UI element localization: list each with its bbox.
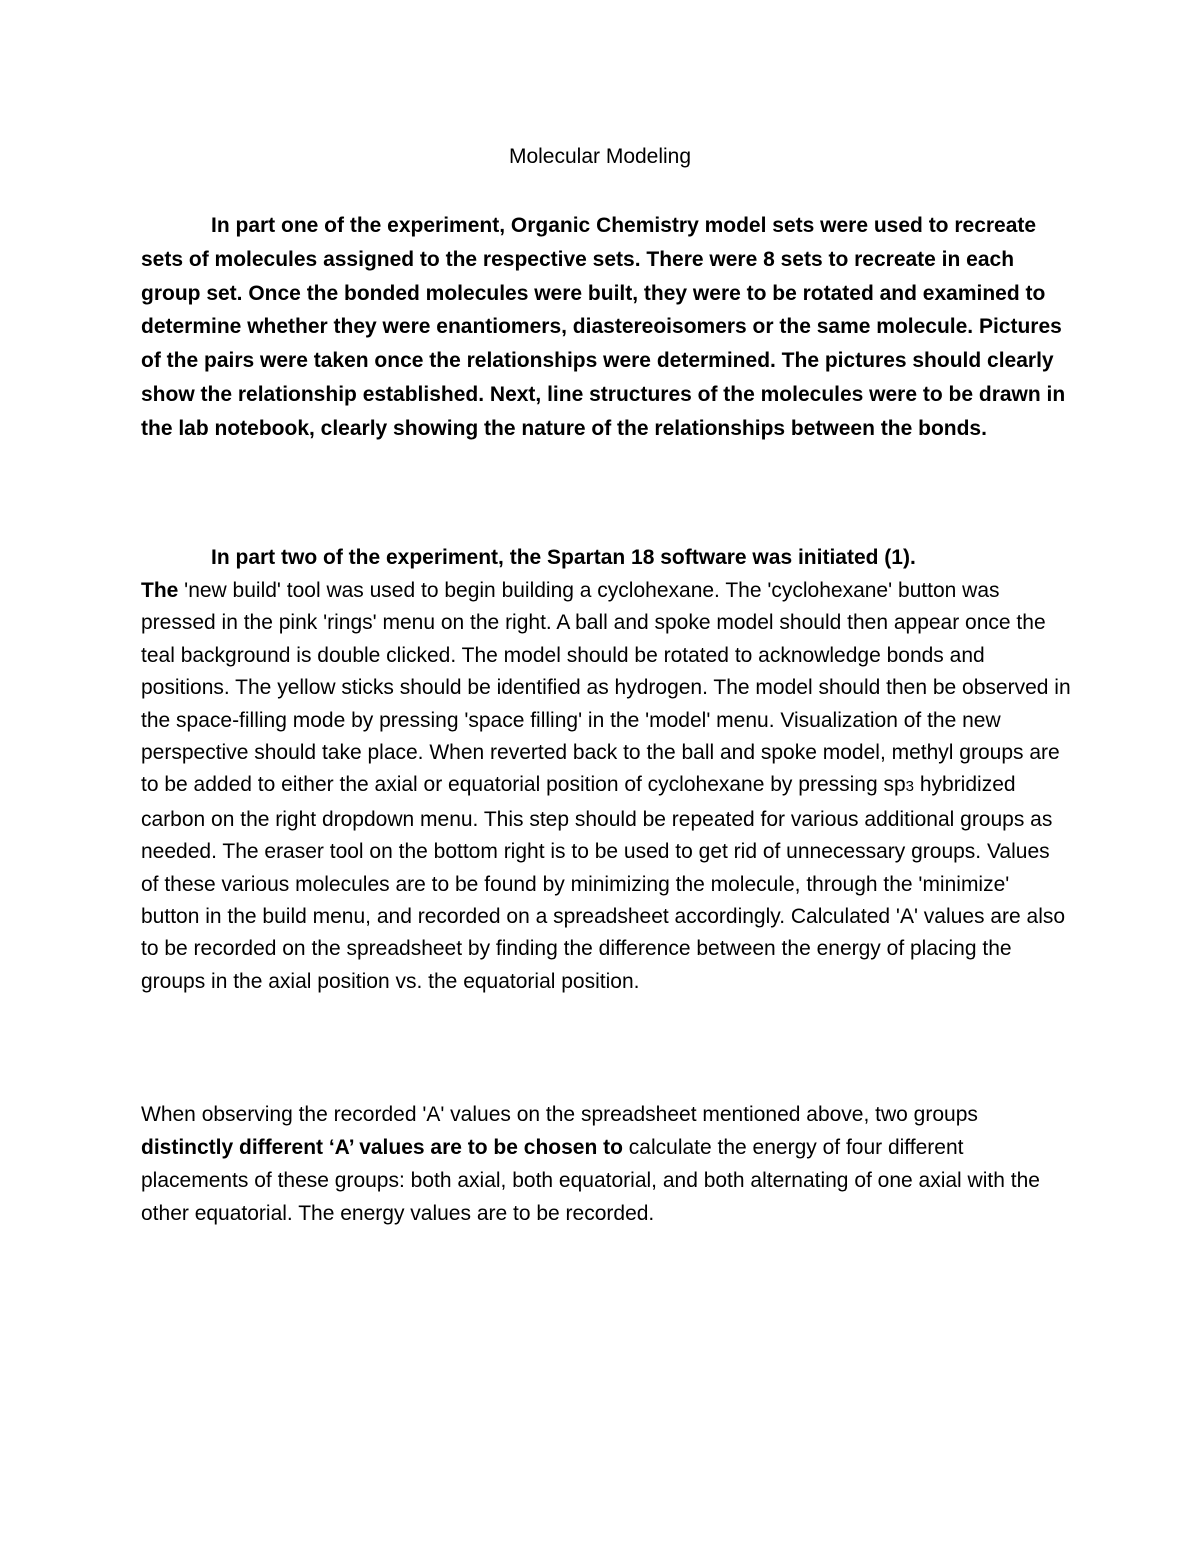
document-title: Molecular Modeling [508, 145, 692, 168]
sp3-subscript: 3 [905, 778, 914, 796]
paragraph-a-values-bold: distinctly different ‘A’ values are to be chosen to [141, 1136, 623, 1159]
paragraph-part-two-bold-start: The [141, 579, 179, 602]
paragraph-part-two-text-a: 'new build' tool was used to begin building a cyclohexane. The 'cyclohexane' button was pressed in the pink 'rings' menu on the right. A ball and spoke model should then appear once the teal background is double clicked. The model should be rotated to acknowledge bonds and positions. The yellow sticks should be identified as hydrogen. The model should then be observed in the space-filling mode by pressing 'space filling' in the 'model' menu. Visualization of the new perspective should take place. When reverted back to the ball and spoke model, methyl groups are to be added to either the axial or equatorial position of cyclohexane by pressing sp [141, 579, 1071, 797]
paragraph-a-values [141, 1098, 1071, 1230]
paragraph-part-one: In part one of the experiment, Organic Chemistry model sets were used to recreate sets of molecules assigned to the respective sets. There were 8 sets to recreate in each group set. Once the bonded molecules were built, they were to be rotated and examined to determine whether they were enantiomers, diastereoisomers or the same molecule. Pictures of the pairs were taken once the relationships were determined. The pictures should clearly show the relationship established. Next, line structures of the molecules were to be drawn in the lab notebook, clearly showing the nature of the relationships between the bonds. [141, 214, 1066, 440]
paragraph-part-two [141, 540, 1071, 998]
paragraph-a-values-text-b: calculate the energy of four different placements of these groups: both axial, both equatorial, and both alternating of one axial with the other equatorial. The energy values are to be recorded. [141, 1136, 1040, 1225]
paragraph-a-values-text-a: When observing the recorded 'A' values on the spreadsheet mentioned above, two groups [141, 1103, 978, 1126]
paragraph-part-two-text-b: hybridized carbon on the right dropdown menu. This step should be repeated for various additional groups as needed. The eraser tool on the bottom right is to be used to get rid of unnecessary groups. Values of these various molecules are to be found by minimizing the molecule, through the 'minimize' button in the build menu, and recorded on a spreadsheet accordingly. Calculated 'A' values are also to be recorded on the spreadsheet by finding the difference between the energy of placing the groups in the axial position vs. the equatorial position. [141, 773, 1066, 993]
paragraph-part-two-lead: In part two of the experiment, the Spartan 18 software was initiated (1). [211, 546, 916, 569]
